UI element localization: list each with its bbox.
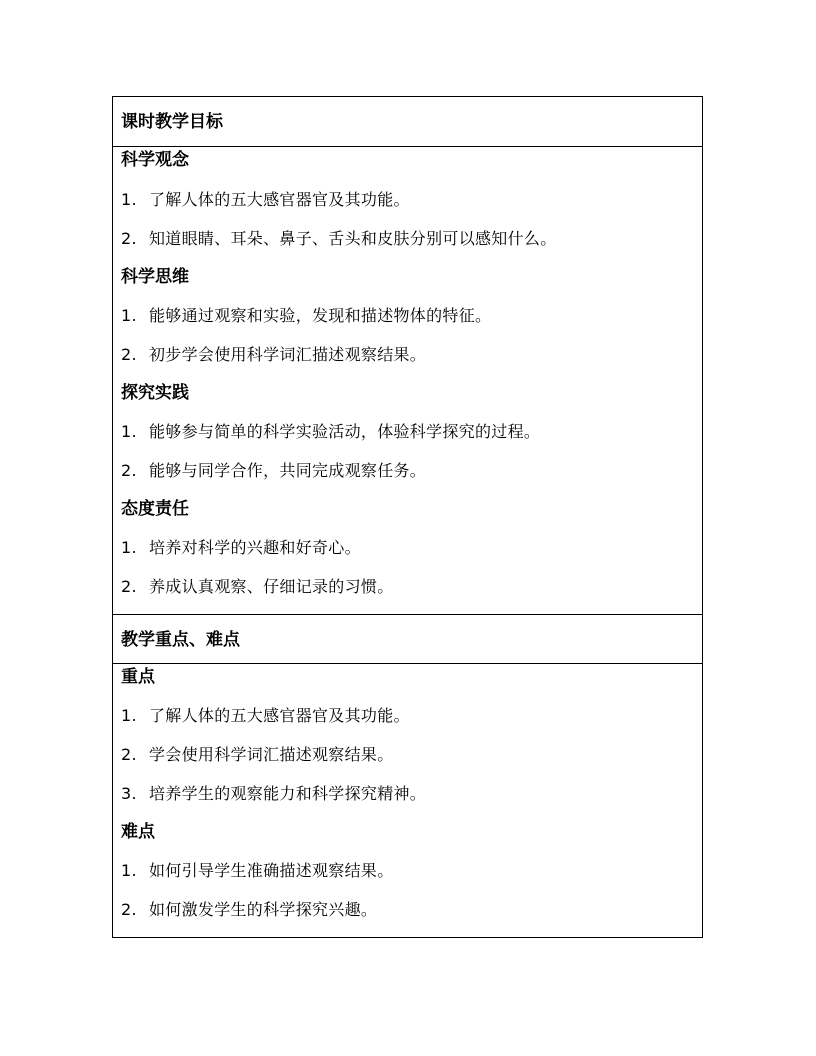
item-text: 了解人体的五大感官器官及其功能。 <box>149 706 410 725</box>
list-item <box>121 305 491 327</box>
list-item <box>121 783 426 805</box>
group-heading-practice: 探究实践 <box>121 383 189 403</box>
key-points-content-row <box>113 664 702 938</box>
list-item <box>121 860 394 882</box>
item-text: 能够参与简单的科学实验活动，体验科学探究的过程。 <box>149 422 541 441</box>
item-number: 2. <box>121 900 137 919</box>
group-heading-difficult: 难点 <box>121 822 155 842</box>
group-heading-key: 重点 <box>121 667 155 687</box>
list-item <box>121 744 394 766</box>
item-number: 1. <box>121 422 137 441</box>
list-item <box>121 228 557 250</box>
item-number: 1. <box>121 306 137 325</box>
item-text: 知道眼睛、耳朵、鼻子、舌头和皮肤分别可以感知什么。 <box>149 229 557 248</box>
item-text: 学会使用科学词汇描述观察结果。 <box>149 745 394 764</box>
item-number: 1. <box>121 190 137 209</box>
item-text: 能够通过观察和实验，发现和描述物体的特征。 <box>149 306 492 325</box>
group-heading-concept: 科学观念 <box>121 150 189 170</box>
key-points-title-row <box>113 615 702 664</box>
list-item <box>121 899 377 921</box>
item-number: 1. <box>121 706 137 725</box>
item-text: 培养对科学的兴趣和好奇心。 <box>149 538 361 557</box>
list-item <box>121 460 426 482</box>
item-number: 3. <box>121 784 137 803</box>
item-number: 2. <box>121 345 137 364</box>
key-points-title: 教学重点、难点 <box>121 630 240 650</box>
lesson-plan-table <box>112 96 703 938</box>
group-heading-thinking: 科学思维 <box>121 267 189 287</box>
group-heading-attitude: 态度责任 <box>121 499 189 519</box>
objectives-content-row <box>113 147 702 615</box>
list-item <box>121 189 410 211</box>
list-item <box>121 576 394 598</box>
item-text: 如何激发学生的科学探究兴趣。 <box>149 900 378 919</box>
item-number: 2. <box>121 229 137 248</box>
item-number: 2. <box>121 577 137 596</box>
item-number: 2. <box>121 461 137 480</box>
list-item <box>121 537 361 559</box>
item-text: 了解人体的五大感官器官及其功能。 <box>149 190 410 209</box>
item-text: 初步学会使用科学词汇描述观察结果。 <box>149 345 427 364</box>
list-item <box>121 344 426 366</box>
list-item <box>121 705 410 727</box>
item-number: 1. <box>121 861 137 880</box>
item-text: 如何引导学生准确描述观察结果。 <box>149 861 394 880</box>
objectives-title: 课时教学目标 <box>121 112 223 132</box>
item-text: 培养学生的观察能力和科学探究精神。 <box>149 784 427 803</box>
item-number: 2. <box>121 745 137 764</box>
item-text: 能够与同学合作，共同完成观察任务。 <box>149 461 427 480</box>
objectives-title-row <box>113 97 702 147</box>
item-text: 养成认真观察、仔细记录的习惯。 <box>149 577 394 596</box>
item-number: 1. <box>121 538 137 557</box>
list-item <box>121 421 540 443</box>
